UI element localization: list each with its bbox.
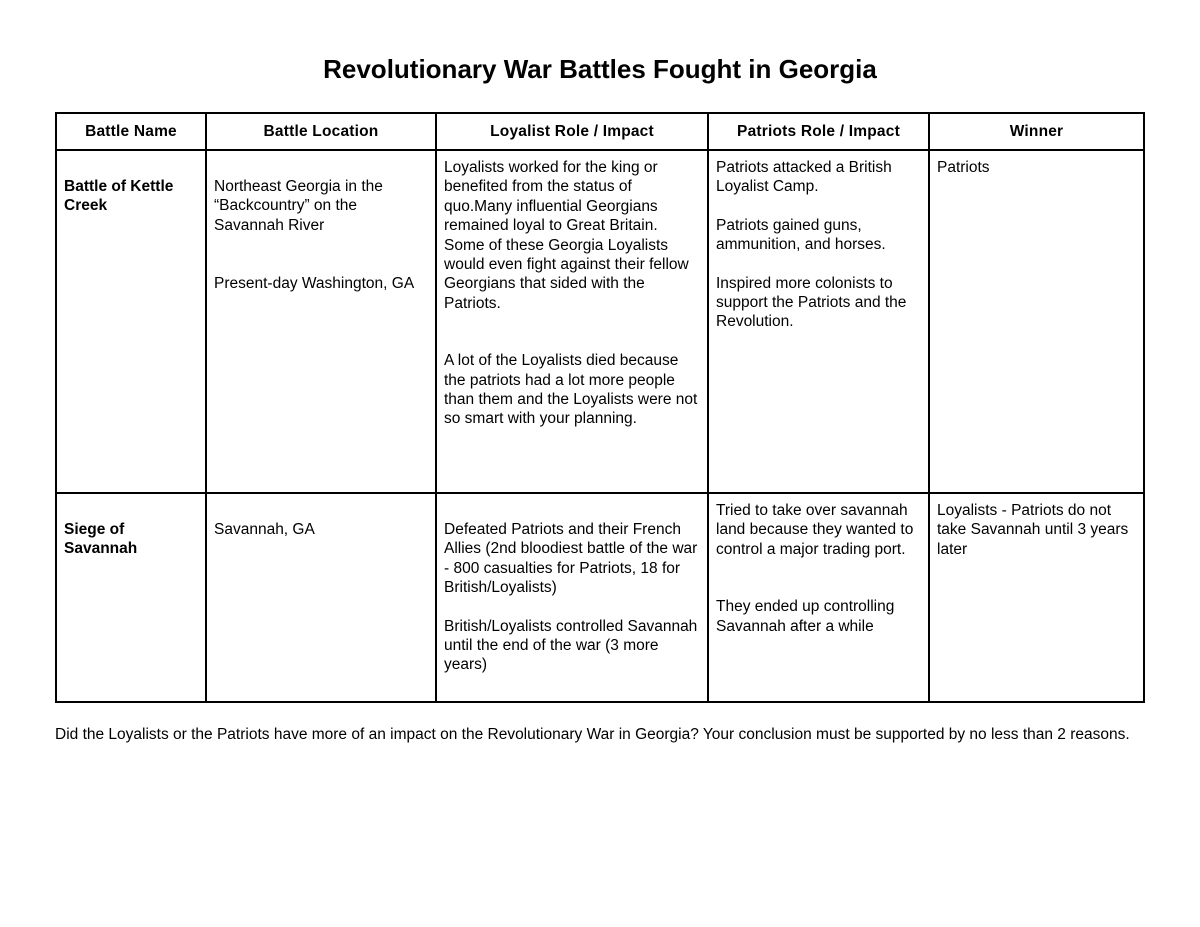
patriots-text: Patriots gained guns, ammunition, and horses. (716, 216, 886, 254)
loyalist-text: A lot of the Loyalists died because the patriots had a lot more people than them and the Loyalists were not so smart with your planning. (444, 352, 698, 428)
header-winner: Winner (929, 113, 1144, 150)
battles-table (55, 112, 1145, 703)
battle-name: Battle of Kettle Creek (64, 178, 174, 215)
location-text: Present-day Washington, GA (214, 275, 415, 293)
loyalist-role-cell (436, 493, 708, 702)
loyalist-text: Loyalists worked for the king or benefited from the status of quo.Many influential Georgians remained loyal to Great Britain. Some of these Georgia Loyalists would even fight against their fellow Georgians that sided with the Patriots. (444, 159, 689, 312)
conclusion-question: Did the Loyalists or the Patriots have more of an impact on the Revolutionary War in Georgia? Your conclusion must be supported by no less than 2 reasons. (55, 726, 1130, 743)
header-battle-location: Battle Location (206, 113, 436, 150)
winner-cell (929, 493, 1144, 702)
patriots-text: Tried to take over savannah land because they wanted to control a major trading port. (716, 502, 914, 558)
table-row (56, 493, 1144, 702)
loyalist-text: British/Loyalists controlled Savannah until the end of the war (3 more years) (444, 617, 698, 674)
table-header-row (56, 113, 1144, 150)
table-row (56, 150, 1144, 493)
winner-text: Loyalists - Patriots do not take Savannah until 3 years later (937, 502, 1129, 558)
location-text: Savannah, GA (214, 521, 315, 538)
loyalist-text: Defeated Patriots and their French Allies (2nd bloodiest battle of the war - 800 casualties for Patriots, 18 for British/Loyalists) (444, 521, 698, 597)
battle-name: Siege of Savannah (64, 521, 138, 558)
loyalist-role-cell (436, 150, 708, 493)
patriots-role-cell (708, 150, 929, 493)
location-text: Northeast Georgia in the “Backcountry” on the Savannah River (214, 178, 383, 234)
page-title: Revolutionary War Battles Fought in Georgia (323, 54, 877, 84)
header-battle-name: Battle Name (56, 113, 206, 150)
battle-location-cell (206, 150, 436, 493)
patriots-text: Inspired more colonists to support the Patriots and the Revolution. (716, 274, 907, 331)
winner-text: Patriots (937, 159, 990, 176)
battle-location-cell (206, 493, 436, 702)
patriots-text: They ended up controlling Savannah after a while (716, 598, 895, 635)
header-loyalist-role: Loyalist Role / Impact (436, 113, 708, 150)
patriots-role-cell (708, 493, 929, 702)
battle-name-cell (56, 150, 206, 493)
winner-cell (929, 150, 1144, 493)
patriots-text: Patriots attacked a British Loyalist Camp. (716, 159, 892, 196)
header-patriots-role: Patriots Role / Impact (708, 113, 929, 150)
battle-name-cell (56, 493, 206, 702)
